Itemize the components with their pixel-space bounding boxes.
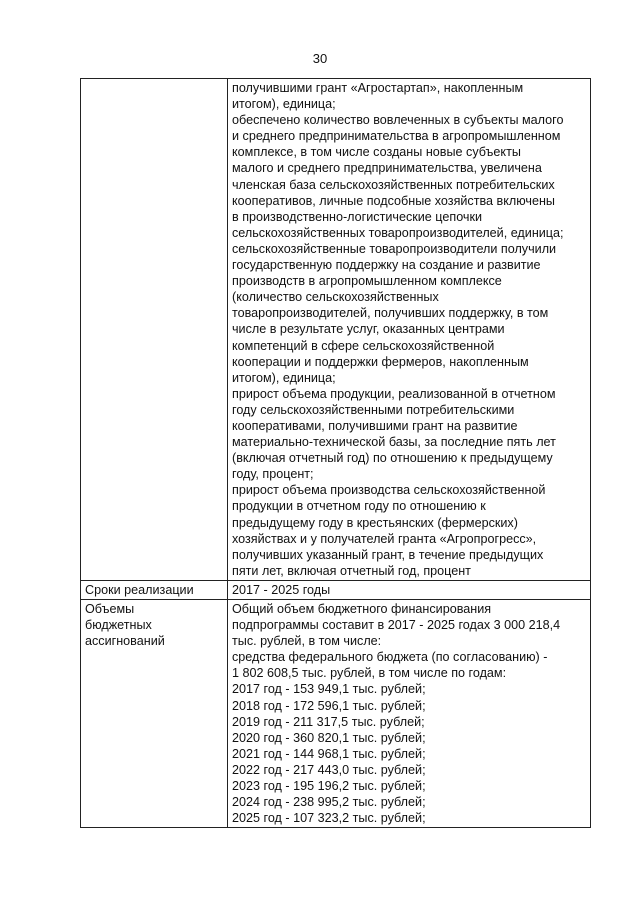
content-line: числе в результате услуг, оказанных центрами [232, 322, 505, 337]
content-line: обеспечено количество вовлеченных в субъекты малого [232, 113, 564, 128]
content-line: пяти лет, включая отчетный год, процент [232, 563, 471, 578]
row-label-cell [81, 580, 228, 599]
content-line: комплексе, в том числе созданы новые субъекты [232, 145, 521, 160]
label-line: ассигнований [85, 634, 165, 649]
content-line: 2021 год - 144 968,1 тыс. рублей; [232, 746, 426, 761]
implementation-period-row [81, 580, 591, 599]
content-line: 2017 - 2025 годы [232, 582, 331, 597]
content-line: продукции в отчетном году по отношению к [232, 499, 486, 514]
content-line: в производственно-логистические цепочки [232, 209, 483, 224]
content-line: 2018 год - 172 596,1 тыс. рублей; [232, 698, 426, 713]
content-line: тыс. рублей, в том числе: [232, 634, 382, 649]
program-passport-table [80, 78, 591, 828]
content-line: 2017 год - 153 949,1 тыс. рублей; [232, 682, 426, 697]
content-line: хозяйствах и у получателей гранта «Агропрогресс», [232, 531, 537, 546]
row-label-cell [81, 600, 228, 828]
content-line: 2025 год - 107 323,2 тыс. рублей; [232, 811, 426, 826]
content-line: 2019 год - 211 317,5 тыс. рублей; [232, 714, 425, 729]
content-line: материально-технической базы, за последние пять лет [232, 435, 556, 450]
content-line: 2022 год - 217 443,0 тыс. рублей; [232, 762, 426, 777]
content-line: товаропроизводителей, получивших поддержку, в том [232, 306, 549, 321]
content-line: кооперации и поддержки фермеров, накопленным [232, 354, 529, 369]
content-line: итогом), единица; [232, 370, 336, 385]
content-line: прирост объема продукции, реализованной в отчетном [232, 386, 556, 401]
content-line: прирост объема производства сельскохозяйственной [232, 483, 546, 498]
content-line: компетенций в сфере сельскохозяйственной [232, 338, 495, 353]
content-line: государственную поддержку на создание и развитие [232, 258, 541, 273]
page-number: 30 [312, 51, 328, 66]
content-line: (количество сельскохозяйственных [232, 290, 439, 305]
content-line: подпрограммы составит в 2017 - 2025 годах 3 000 218,4 [232, 618, 561, 633]
content-line: (включая отчетный год) по отношению к предыдущему [232, 451, 553, 466]
label-line: бюджетных [85, 618, 152, 633]
content-line: году, процент; [232, 467, 314, 482]
content-line: малого и среднего предпринимательства, увеличена [232, 161, 542, 176]
content-line: получившими грант «Агростартап», накопленным [232, 81, 524, 95]
row-label-cell [81, 79, 228, 581]
label-line: Сроки реализации [85, 582, 194, 597]
content-line: и среднего предпринимательства в агропромышленном [232, 129, 561, 144]
row-content-cell [228, 580, 591, 599]
content-line: сельскохозяйственных товаропроизводителей, единица; [232, 225, 564, 240]
content-line: сельскохозяйственные товаропроизводители получили [232, 241, 557, 256]
content-line: итогом), единица; [232, 97, 336, 112]
content-line: 2024 год - 238 995,2 тыс. рублей; [232, 795, 426, 810]
indicators-row [81, 79, 591, 581]
budget-allocations-row [81, 600, 591, 828]
content-line: кооперативами, получившими грант на развитие [232, 418, 518, 433]
content-line: предыдущему году в крестьянских (фермерских) [232, 515, 518, 530]
content-line: кооперативов, личные подсобные хозяйства включены [232, 193, 555, 208]
content-line: производств в агропромышленном комплексе [232, 274, 502, 289]
content-line: Общий объем бюджетного финансирования [232, 602, 492, 616]
label-line: Объемы [85, 602, 135, 616]
row-content-cell [228, 79, 591, 581]
content-line: членская база сельскохозяйственных потребительских [232, 177, 555, 192]
content-line: средства федерального бюджета (по согласованию) - [232, 650, 548, 665]
content-line: получивших указанный грант, в течение предыдущих [232, 547, 544, 562]
row-content-cell [228, 600, 591, 828]
content-line: году сельскохозяйственными потребительскими [232, 402, 515, 417]
content-line: 2020 год - 360 820,1 тыс. рублей; [232, 730, 426, 745]
content-line: 2023 год - 195 196,2 тыс. рублей; [232, 779, 426, 794]
content-line: 1 802 608,5 тыс. рублей, в том числе по годам: [232, 666, 507, 681]
